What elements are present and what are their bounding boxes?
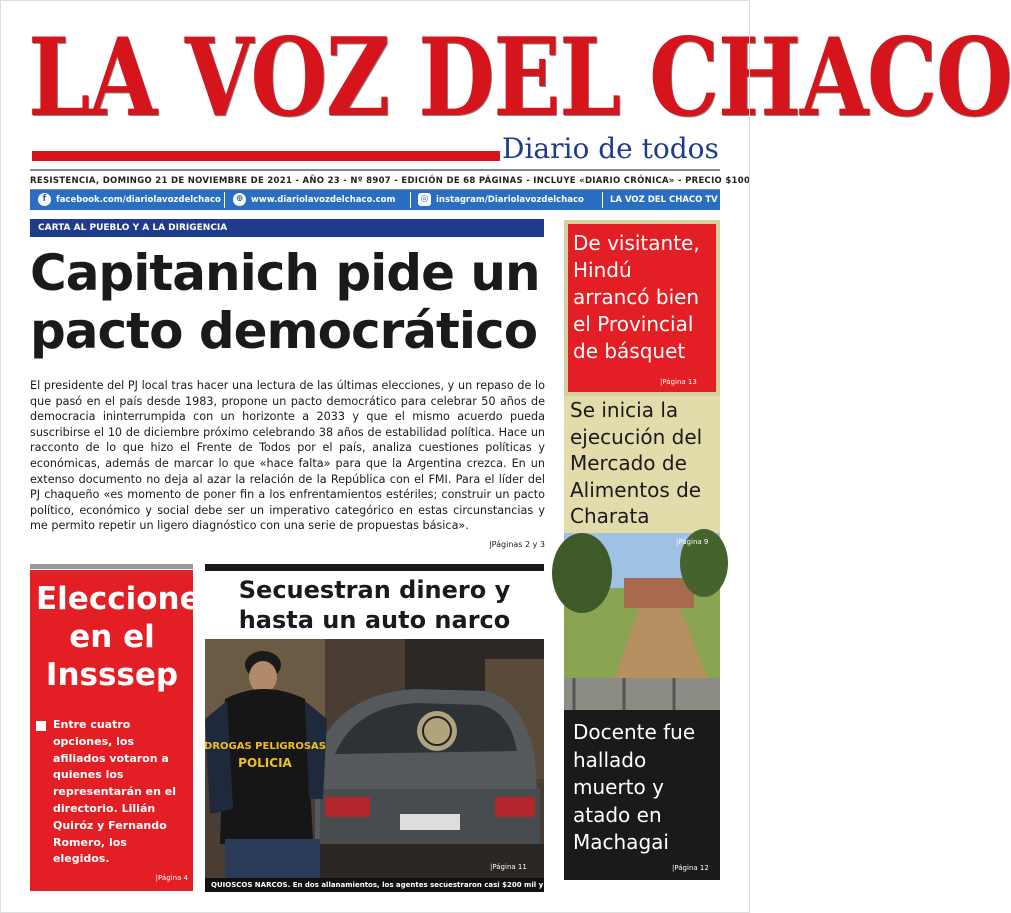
instagram-link[interactable] — [418, 190, 584, 210]
elecciones-text: Entre cuatro opciones, los afiliados votaron a quienes los representarán en el directorio. Lilián Quiróz y Fernando Romero, los elegidos. — [53, 718, 177, 866]
masthead-tagline: Diario de todos — [502, 132, 719, 165]
sidebar-story2-photo — [564, 533, 720, 710]
masthead-red-bar — [32, 151, 500, 161]
instagram-label: instagram/Diariolavozdelchaco — [436, 195, 584, 205]
main-body: El presidente del PJ local tras hacer una lectura de las últimas elecciones, y un repaso de lo que pasó en el país desde 1983, propone un pacto democrático para celebrar 50 años de democracia ininterrumpida con un horizonte a 2033 y que el mismo acuerdo pueda suscribirse el 10 de diciembre próximo celebrando 38 años de estabilidad política. Hace un racconto de lo que hizo el Frente de Todos por el país, analiza cuestiones políticas y económicas, además de marcar lo que «hace falta» para que la Argentina crezca. En un extenso documento no deja al azar la relación de la República con el FMI. Para el líder del PJ chaqueño «es momento de poner fin a los enfrentamientos estériles; construir un pacto político, económico y social debe ser un imperativo categórico en estas circunstancias y me permito repetir un ligero diagnóstico con una serie de propuestas básica». — [30, 379, 545, 533]
sidebar-story2-title: Se inicia la ejecución del Mercado de Alimentos de Charata — [570, 398, 703, 529]
elecciones-title: Elecciones en el Insssep — [36, 581, 220, 693]
sidebar-story1-title: De visitante, Hindú arrancó bien el Provincial de básquet — [573, 231, 700, 363]
secuestran-top-bar — [205, 564, 544, 571]
tv-link[interactable] — [610, 190, 718, 210]
elecciones-bullet — [36, 721, 46, 731]
social-divider — [224, 192, 225, 208]
vest-text-bottom: POLICIA — [238, 756, 292, 770]
elecciones-page-ref: |Página 4 — [155, 874, 188, 882]
sidebar-story1-page-ref: |Página 13 — [660, 378, 697, 386]
secuestran-page-ref: |Página 11 — [490, 863, 527, 871]
facebook-link[interactable] — [38, 190, 221, 210]
facebook-label: facebook.com/diariolavozdelchaco — [56, 195, 221, 205]
web-label: www.diariolavozdelchaco.com — [251, 195, 396, 205]
tv-label: LA VOZ DEL CHACO TV — [610, 195, 718, 205]
elecciones-top-bar — [30, 564, 193, 569]
sidebar-story3-title: Docente fue hallado muerto y atado en Machagai — [573, 720, 696, 855]
dateline: RESISTENCIA, DOMINGO 21 DE NOVIEMBRE DE 2021 - AÑO 23 - Nº 8907 - EDICIÓN DE 68 PÁGINAS - INCLUYE «DIARIO CRÓNICA» - PRECIO $100 — [30, 176, 751, 186]
instagram-icon: ◎ — [418, 193, 431, 206]
sidebar-story2-page-ref: |Página 9 — [676, 538, 709, 546]
main-page-ref: |Páginas 2 y 3 — [488, 540, 545, 549]
dateline-top-rule — [30, 169, 720, 171]
web-link[interactable] — [233, 190, 395, 210]
globe-icon: ⊕ — [233, 193, 246, 206]
vest-text-top: DROGAS PELIGROSAS — [204, 741, 326, 752]
main-kicker: CARTA AL PUEBLO Y A LA DIRIGENCIA — [30, 219, 544, 237]
facebook-icon: f — [38, 193, 51, 206]
sidebar-story3-page-ref: |Página 12 — [672, 864, 709, 872]
main-headline[interactable]: Capitanich pide un pacto democrático — [30, 244, 540, 360]
social-divider — [410, 192, 411, 208]
social-bar — [30, 190, 720, 210]
social-divider — [602, 192, 603, 208]
secuestran-photo — [205, 639, 544, 878]
market-site-illustration — [564, 533, 720, 710]
police-car-illustration — [205, 639, 544, 878]
secuestran-title[interactable]: Secuestran dinero y hasta un auto narco — [238, 576, 511, 634]
masthead-title: LA VOZ DEL CHACO — [28, 15, 1011, 141]
secuestran-caption: QUIOSCOS NARCOS. En dos allanamientos, los agentes secuestraron casi $200 mil y drogas. — [205, 878, 544, 892]
